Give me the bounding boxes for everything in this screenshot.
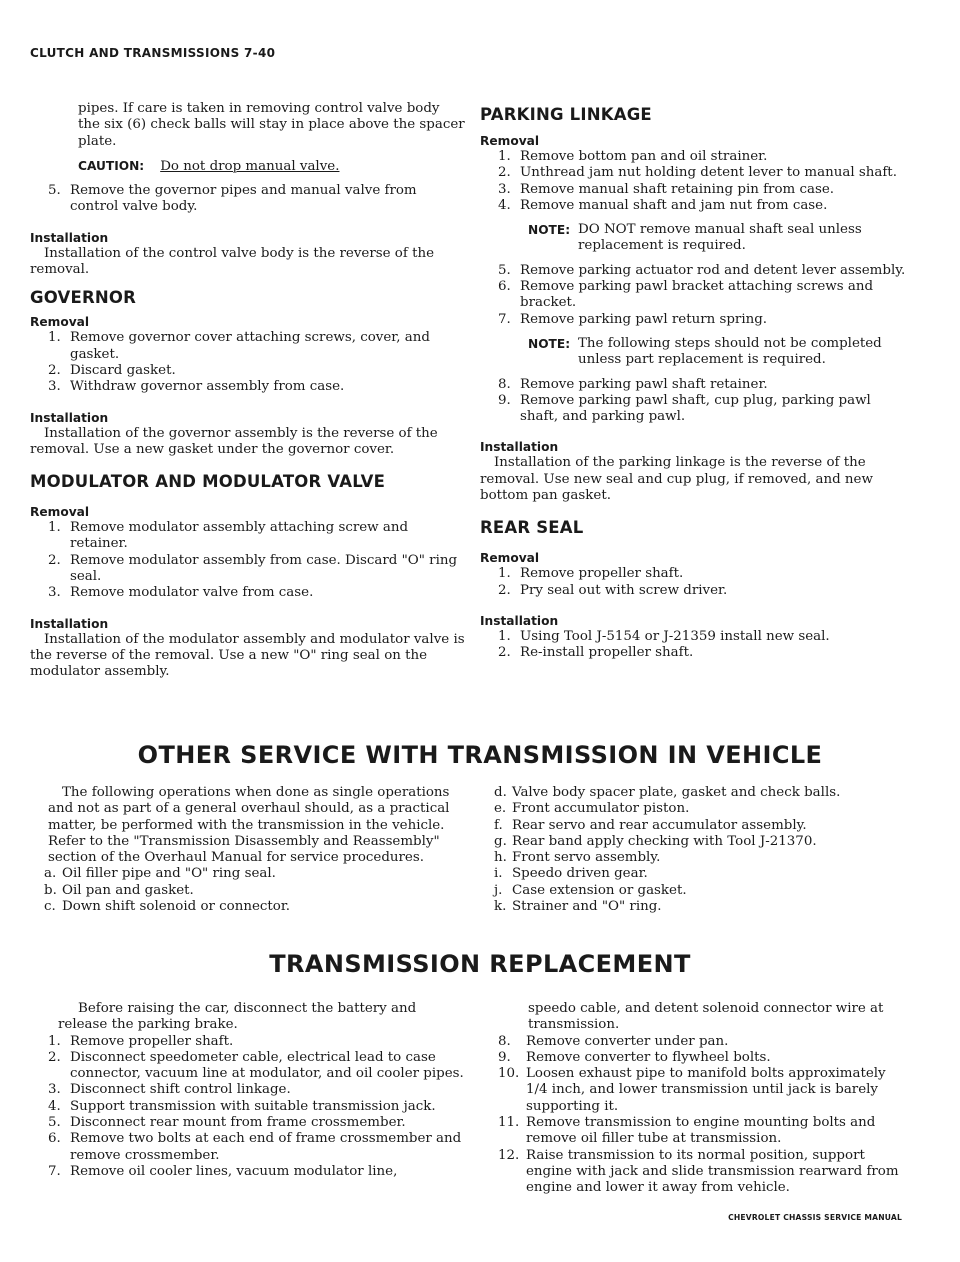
step-item	[30, 330, 465, 363]
step-item	[480, 149, 910, 165]
item-number: 2.	[498, 645, 511, 661]
item-number: b.	[44, 882, 57, 898]
continuation-paragraph: pipes. If care is taken in removing control valve body the six (6) check balls will stay in place above the spacer plate.	[78, 101, 465, 149]
item-text: Disconnect speedometer cable, electrical lead to case connector, vacuum line at modulator, and oil cooler pipes.	[70, 1049, 464, 1082]
footer-manual-title: CHEVROLET CHASSIS SERVICE MANUAL	[728, 1213, 902, 1222]
step-item	[480, 1115, 910, 1148]
list-item	[30, 866, 465, 882]
step-item	[480, 1148, 910, 1197]
rear-seal-installation-heading: Installation	[480, 613, 559, 628]
item-text: Remove transmission to engine mounting bolts and remove oil filler tube at transmission.	[526, 1115, 876, 1147]
modulator-removal-steps	[30, 520, 465, 601]
item-number: 9.	[498, 392, 511, 408]
other-service-heading: OTHER SERVICE WITH TRANSMISSION IN VEHICLE	[137, 741, 823, 769]
governor-removal-heading: Removal	[30, 315, 90, 330]
item-number: 10.	[498, 1066, 520, 1082]
step-item	[480, 393, 910, 426]
replacement-heading: TRANSMISSION REPLACEMENT	[269, 950, 691, 978]
item-text: Remove parking pawl return spring.	[520, 311, 768, 327]
step-number: 5.	[48, 183, 61, 199]
caution-text: Do not drop manual valve.	[160, 158, 340, 174]
parking-steps-group-b	[480, 263, 910, 328]
item-number: 2.	[48, 362, 61, 378]
item-number: c.	[44, 899, 56, 915]
list-item	[480, 818, 910, 834]
item-number: j.	[494, 882, 503, 898]
item-number: 5.	[498, 262, 511, 278]
item-number: 4.	[48, 1098, 61, 1114]
item-number: 7.	[498, 311, 511, 327]
item-text: Using Tool J-5154 or J-21359 install new seal.	[520, 628, 830, 644]
item-text: Oil pan and gasket.	[62, 882, 194, 898]
item-text: Remove manual shaft retaining pin from case.	[520, 181, 835, 197]
item-text: Valve body spacer plate, gasket and check balls.	[512, 785, 841, 800]
item-text: Unthread jam nut holding detent lever to manual shaft.	[520, 165, 897, 181]
list-item	[480, 899, 910, 915]
item-text: Remove converter to flywheel bolts.	[526, 1049, 771, 1065]
item-text: Loosen exhaust pipe to manifold bolts approximately 1/4 inch, and lower transmission until jack is barely supporting it.	[526, 1066, 886, 1114]
item-text: Strainer and "O" ring.	[512, 899, 662, 915]
parking-installation-heading: Installation	[480, 440, 559, 455]
item-text: Re-install propeller shaft.	[520, 645, 694, 661]
left-column-top	[30, 101, 465, 681]
replacement-intro: Before raising the car, disconnect the battery and release the parking brake.	[58, 1001, 417, 1033]
step-item	[480, 566, 910, 582]
item-number: f.	[494, 817, 503, 833]
item-number: 11.	[498, 1115, 520, 1131]
note-label: NOTE:	[528, 336, 571, 351]
step-item	[30, 1082, 465, 1098]
rear-seal-heading: REAR SEAL	[480, 518, 584, 538]
item-text: Withdraw governor assembly from case.	[70, 379, 345, 395]
item-text: Remove modulator valve from case.	[70, 585, 314, 601]
item-text: Remove converter under pan.	[526, 1033, 729, 1049]
item-text: Down shift solenoid or connector.	[62, 899, 291, 915]
item-number: 3.	[48, 585, 61, 601]
parking-steps-group-c	[480, 377, 910, 426]
installation-text: Installation of the control valve body is the reverse of the removal.	[30, 245, 435, 278]
step-item	[30, 585, 465, 601]
item-text: Remove parking pawl shaft retainer.	[520, 376, 768, 392]
step-item	[480, 1034, 910, 1050]
running-head: CLUTCH AND TRANSMISSIONS 7-40	[30, 46, 276, 60]
item-text: Remove two bolts at each end of frame crossmember and remove crossmember.	[70, 1131, 462, 1163]
other-service-intro: The following operations when done as single operations and not as part of a general overhaul should, as a practical matter, be performed with the transmission in the vehicle. Refer to the "Transmission Disassembly and Reassembly" section of the Overhaul Manual for service procedures.	[48, 785, 450, 866]
item-text: Remove parking actuator rod and detent lever assembly.	[520, 262, 906, 278]
parking-linkage-heading: PARKING LINKAGE	[480, 105, 652, 124]
other-service-right-list	[480, 785, 910, 915]
modulator-removal-heading: Removal	[30, 505, 90, 520]
parking-installation-text: Installation of the parking linkage is the reverse of the removal. Use new seal and cup plug, if removed, and new bottom pan gasket.	[480, 455, 873, 504]
item-number: 1.	[498, 149, 511, 164]
step-item	[30, 379, 465, 395]
replacement-continuation: speedo cable, and detent solenoid connector wire at transmission.	[528, 1001, 884, 1033]
caution-label: CAUTION:	[78, 158, 145, 173]
step-item	[480, 1050, 910, 1066]
step-item	[480, 198, 910, 214]
governor-heading: GOVERNOR	[30, 288, 137, 308]
step-item	[30, 1164, 465, 1180]
parking-removal-heading: Removal	[480, 134, 540, 148]
list-item	[480, 785, 910, 801]
item-text: Remove propeller shaft.	[70, 1033, 234, 1049]
modulator-installation-text: Installation of the modulator assembly and modulator valve is the reverse of the removal. Use a new "O" ring seal on the modulator assembly.	[30, 631, 465, 680]
step-item	[30, 183, 465, 216]
item-number: 2.	[48, 552, 61, 568]
step-item	[30, 520, 465, 553]
step-item	[30, 1050, 465, 1083]
note-label: NOTE:	[528, 223, 571, 238]
item-text: Remove modulator assembly from case. Discard "O" ring seal.	[70, 552, 458, 585]
item-text: Rear band apply checking with Tool J-21370.	[512, 833, 817, 849]
step-item	[480, 583, 910, 599]
item-number: 3.	[48, 379, 61, 395]
item-text: Remove propeller shaft.	[520, 566, 684, 582]
rear-seal-removal-heading: Removal	[480, 551, 540, 566]
other-service-left-list	[30, 866, 465, 915]
item-number: 1.	[48, 520, 61, 536]
installation-heading: Installation	[30, 230, 109, 245]
item-text: Speedo driven gear.	[512, 866, 648, 882]
item-text: Remove parking pawl bracket attaching screws and bracket.	[520, 279, 874, 311]
governor-installation-heading: Installation	[30, 410, 109, 425]
modulator-installation-heading: Installation	[30, 616, 109, 631]
item-number: 4.	[498, 197, 511, 213]
item-text: Front accumulator piston.	[512, 801, 690, 817]
list-item	[480, 834, 910, 850]
item-text: Discard gasket.	[70, 362, 176, 378]
item-number: 6.	[498, 279, 511, 295]
item-number: 1.	[48, 1033, 61, 1049]
item-number: 1.	[498, 628, 511, 644]
item-text: Remove oil cooler lines, vacuum modulator line,	[70, 1163, 398, 1179]
item-number: 8.	[498, 376, 511, 392]
parking-note-1	[480, 222, 910, 255]
item-number: 3.	[48, 1082, 61, 1098]
item-text: Remove modulator assembly attaching screw and retainer.	[70, 520, 409, 552]
parking-note-2	[480, 336, 910, 369]
step-text: Remove the governor pipes and manual valve from control valve body.	[70, 183, 417, 215]
note-text: The following steps should not be completed unless part replacement is required.	[578, 335, 882, 368]
item-number: h.	[494, 850, 507, 866]
step-item	[480, 182, 910, 198]
item-number: d.	[494, 785, 507, 800]
modulator-heading: MODULATOR AND MODULATOR VALVE	[30, 472, 386, 492]
governor-removal-steps	[30, 330, 465, 395]
item-text: Oil filler pipe and "O" ring seal.	[62, 866, 276, 882]
item-text: Case extension or gasket.	[512, 882, 687, 898]
rear-seal-removal-steps	[480, 566, 910, 599]
item-text: Pry seal out with screw driver.	[520, 582, 728, 598]
list-item	[30, 883, 465, 899]
item-number: 3.	[498, 181, 511, 197]
item-text: Disconnect shift control linkage.	[70, 1082, 291, 1098]
item-number: e.	[494, 801, 507, 817]
item-number: 12.	[498, 1147, 520, 1163]
item-text: Disconnect rear mount from frame crossmember.	[70, 1115, 406, 1131]
item-number: 2.	[498, 165, 511, 181]
step-item	[30, 553, 465, 586]
item-number: i.	[494, 866, 503, 882]
step-item	[30, 1099, 465, 1115]
replacement-right	[480, 1001, 910, 1197]
item-number: a.	[44, 866, 57, 882]
step-item	[480, 165, 910, 181]
item-text: Remove governor cover attaching screws, cover, and gasket.	[70, 330, 430, 362]
item-text: Raise transmission to its normal position, support engine with jack and slide transmission rearward from engine and lower it away from vehicle.	[526, 1147, 899, 1196]
governor-installation-text: Installation of the governor assembly is the reverse of the removal. Use a new gasket under the governor cover.	[30, 425, 438, 457]
item-text: Remove parking pawl shaft, cup plug, parking pawl shaft, and parking pawl.	[520, 392, 871, 425]
item-number: 7.	[48, 1163, 61, 1179]
rear-seal-installation-steps	[480, 629, 910, 662]
item-text: Front servo assembly.	[512, 850, 661, 866]
item-number: 2.	[48, 1049, 61, 1065]
list-item	[30, 899, 465, 915]
right-column-top	[480, 105, 910, 662]
note-text: DO NOT remove manual shaft seal unless replacement is required.	[578, 222, 862, 254]
item-text: Rear servo and rear accumulator assembly.	[512, 817, 807, 833]
list-item	[480, 801, 910, 817]
step-item	[480, 1066, 910, 1115]
step-item	[30, 1115, 465, 1131]
step-item	[480, 279, 910, 312]
item-number: g.	[494, 833, 507, 849]
item-text: Support transmission with suitable transmission jack.	[70, 1098, 436, 1114]
item-number: 1.	[498, 566, 511, 582]
list-item	[480, 883, 910, 899]
caution-note	[30, 158, 465, 175]
parking-steps-group-a	[480, 149, 910, 214]
item-number: 1.	[48, 330, 61, 346]
step-item	[480, 645, 910, 661]
replacement-left-steps	[30, 1034, 465, 1181]
step-item	[480, 263, 910, 279]
step-item	[480, 629, 910, 645]
item-number: k.	[494, 899, 507, 915]
item-number: 2.	[498, 582, 511, 598]
list-item	[480, 866, 910, 882]
replacement-right-steps	[480, 1034, 910, 1197]
step-item	[30, 363, 465, 379]
other-service-left	[30, 785, 465, 915]
step-item	[30, 1131, 465, 1164]
item-number: 8.	[498, 1033, 511, 1049]
step-item	[30, 1034, 465, 1050]
list-item	[480, 850, 910, 866]
item-text: Remove manual shaft and jam nut from case.	[520, 197, 828, 213]
step-item	[480, 312, 910, 328]
step-item	[480, 377, 910, 393]
item-text: Remove bottom pan and oil strainer.	[520, 149, 768, 164]
other-service-right	[480, 785, 910, 915]
item-number: 6.	[48, 1131, 61, 1147]
item-number: 5.	[48, 1115, 61, 1131]
item-number: 9.	[498, 1049, 511, 1065]
replacement-left	[30, 1001, 465, 1180]
